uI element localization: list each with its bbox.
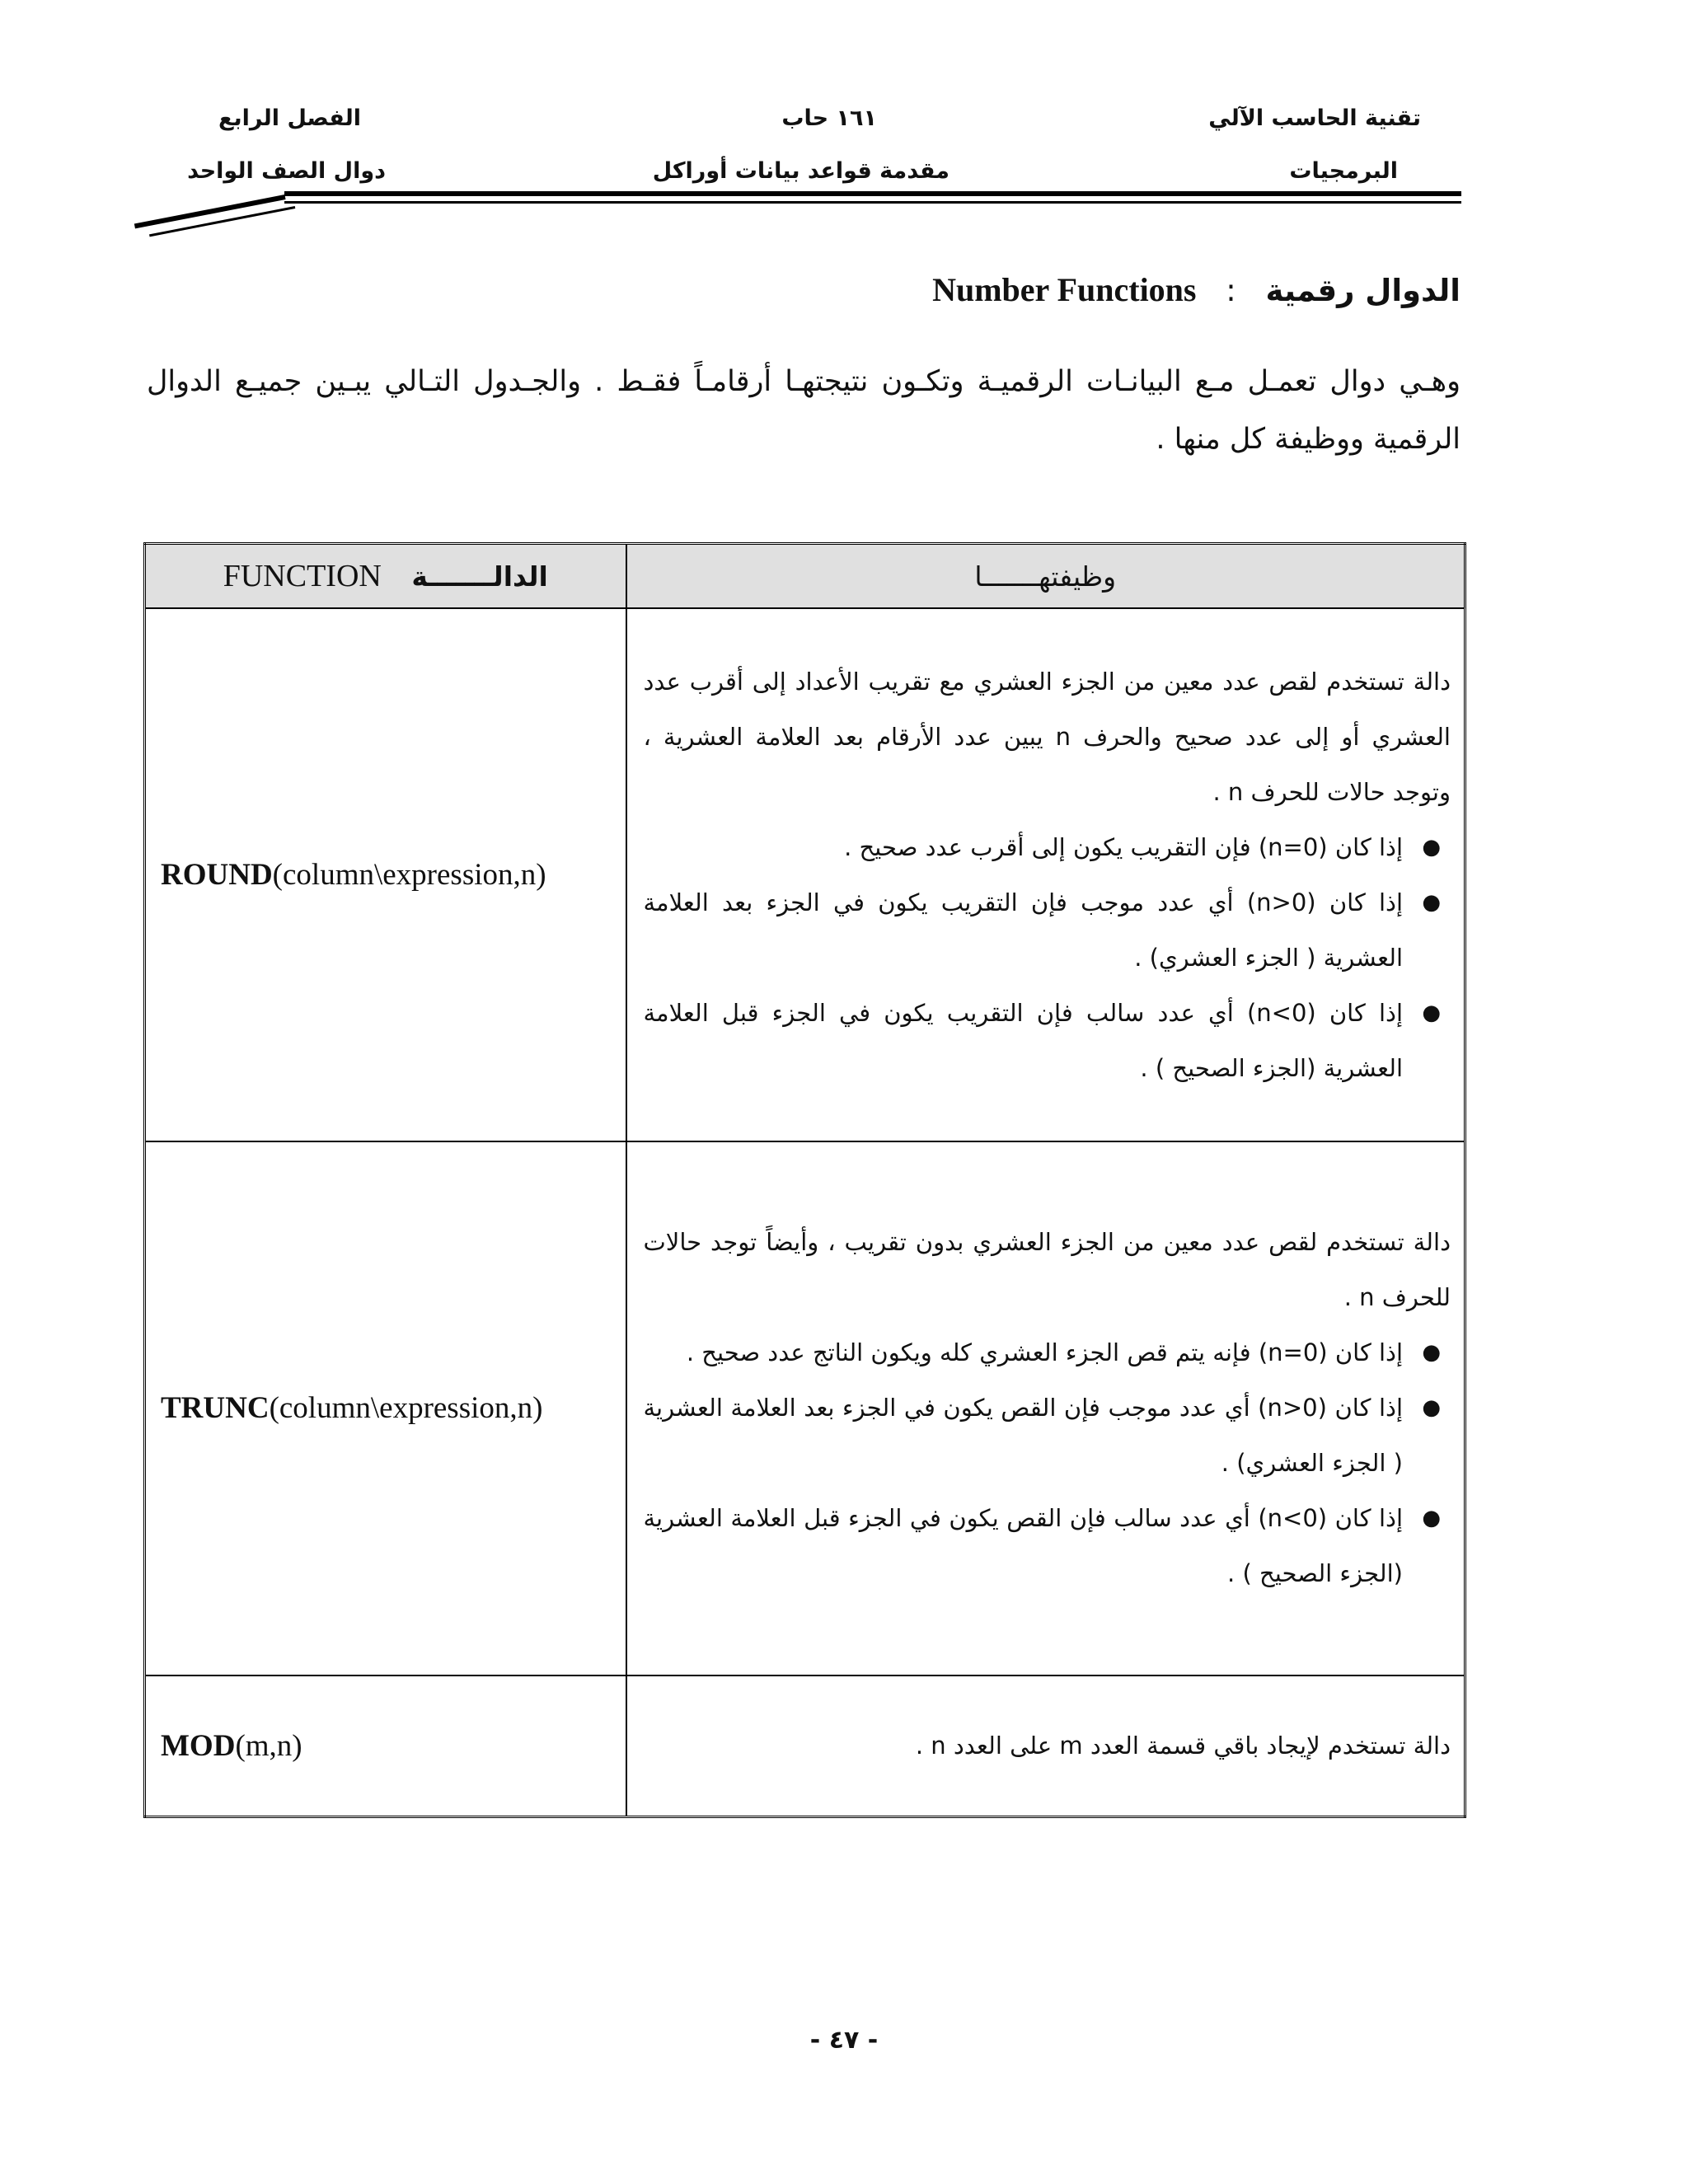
header-rule-thick	[284, 191, 1461, 196]
table-row	[145, 608, 1465, 1141]
header-rule-thin	[284, 201, 1461, 204]
case-text: إذا كان (n>0) أي عدد موجب فإن التقريب يكون في الجزء بعد العلامة العشرية ( الجزء العشري) .	[643, 888, 1404, 972]
case-text: إذا كان (n<0) أي عدد سالب فإن القص يكون في الجزء قبل العلامة العشرية (الجزء الصحيح ) .	[643, 1504, 1404, 1588]
function-name-cell	[145, 608, 626, 1141]
function-args: (column\expression,n)	[269, 1391, 543, 1426]
table-header-row	[145, 544, 1465, 609]
case-text: إذا كان (n>0) أي عدد موجب فإن القص يكون في الجزء بعد العلامة العشرية ( الجزء العشري) .	[643, 1394, 1403, 1478]
header-specialization: البرمجيات	[1289, 158, 1398, 184]
list-item	[643, 1491, 1441, 1601]
table-row	[145, 1675, 1465, 1817]
header-function-english: FUNCTION	[223, 559, 382, 593]
bullet-icon: ●	[1422, 834, 1441, 860]
function-name: TRUNC	[161, 1391, 270, 1426]
case-text: إذا كان (n<0) أي عدد سالب فإن التقريب يكون في الجزء قبل العلامة العشرية (الجزء الصحيح ) .	[643, 998, 1403, 1082]
bullet-icon: ●	[1422, 1340, 1441, 1366]
section-title-arabic: الدوال رقمية	[1265, 273, 1461, 308]
list-item	[643, 986, 1441, 1096]
function-description: دالة تستخدم لإيجاد باقي قسمة العدد m على العدد n .	[915, 1731, 1451, 1760]
page-number: - ٤٧ -	[809, 2026, 879, 2055]
list-item	[644, 1325, 1441, 1380]
header-chapter-title: دوال الصف الواحد	[187, 158, 386, 184]
function-description: دالة تستخدم لقص عدد معين من الجزء العشري بدون تقريب ، وأيضاً توجد حالات للحرف n .	[643, 1228, 1451, 1312]
list-item	[643, 875, 1441, 986]
bullet-icon: ●	[1422, 1000, 1441, 1025]
function-description: دالة تستخدم لقص عدد معين من الجزء العشري مع تقريب الأعداد إلى أقرب عدد العشري أو إلى عدد صحيح والحرف n يبين عدد الأرقام بعد العلامة العشرية ، وتوجد حالات للحرف n .	[643, 667, 1451, 806]
header-course-title: تقنية الحاسب الآلي	[1208, 105, 1421, 131]
intro-paragraph: وهـي دوال تعمـل مـع البيانـات الرقميـة وتكـون نتيجتهـا أرقامـاً فقـط . والجـدول التـالي يبـين جميـع الدوال الرقمية ووظيفة كل منها .	[147, 365, 1461, 456]
function-name: MOD	[161, 1728, 236, 1763]
function-description-cell	[626, 1675, 1465, 1817]
section-title	[932, 270, 1461, 311]
bullet-icon: ●	[1422, 1506, 1441, 1531]
header-chapter: الفصل الرابع	[218, 105, 361, 131]
bullet-icon: ●	[1422, 889, 1441, 915]
number-functions-table	[143, 542, 1466, 1818]
case-text: إذا كان (n=0) فإن التقريب يكون إلى أقرب عدد صحيح .	[844, 832, 1403, 861]
header-function-arabic: الدالـــــــة	[411, 560, 548, 593]
header-description: وظيفتهـــــــا	[626, 544, 1465, 609]
case-text: إذا كان (n=0) فإنه يتم قص الجزء العشري كله ويكون الناتج عدد صحيح .	[686, 1338, 1403, 1367]
table-row	[145, 1141, 1465, 1675]
function-description-cell	[626, 1141, 1465, 1675]
function-name-cell	[145, 1141, 626, 1675]
section-title-english: Number Functions	[932, 271, 1197, 308]
header-course-code: ١٦١ حاب	[781, 105, 877, 131]
header-course-name: مقدمة قواعد بيانات أوراكل	[652, 158, 950, 184]
section-title-separator: :	[1226, 273, 1236, 308]
cases-list	[644, 1325, 1451, 1601]
function-description-cell	[626, 608, 1465, 1141]
function-args: (m,n)	[235, 1728, 302, 1763]
function-args: (column\expression,n)	[272, 858, 546, 893]
bullet-icon: ●	[1422, 1395, 1441, 1421]
list-item	[643, 1380, 1441, 1491]
cases-list	[644, 820, 1451, 1096]
function-name: ROUND	[161, 858, 273, 893]
header-function	[145, 544, 626, 609]
list-item	[644, 820, 1441, 875]
function-name-cell	[145, 1675, 626, 1817]
